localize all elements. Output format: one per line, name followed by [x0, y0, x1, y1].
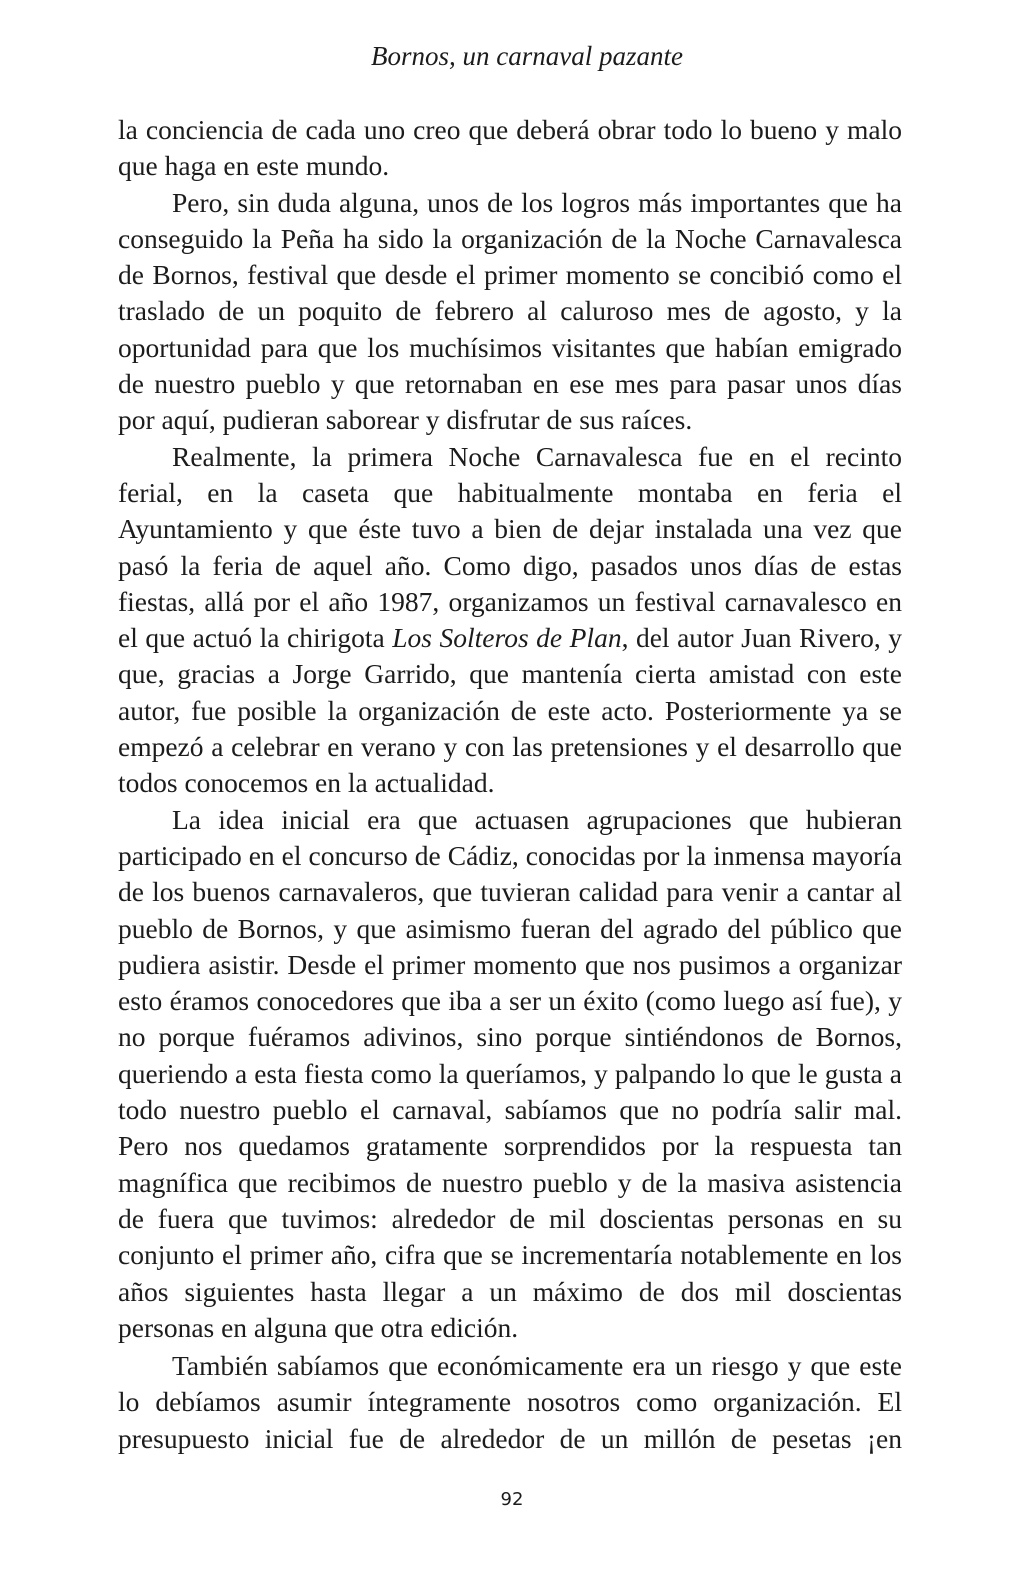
body-text: [118, 112, 902, 1457]
paragraph-3-after: , del autor Juan Rivero, y que, gracias a Jorge Garrido, que mantenía cierta amistad con este autor, fue posible la organización de este acto. Posteriormente ya se empezó a celebrar en verano y con las pretensiones y el desarrollo que todos conocemos en la actualidad.: [118, 622, 902, 799]
paragraph-2: Pero, sin duda alguna, unos de los logros más importantes que ha conseguido la Peña ha sido la organización de la Noche Carnavalesca de Bornos, festival que desde el primer momento se concibió como el traslado de un poquito de febrero al caluroso mes de agosto, y la oportunidad para que los muchísimos visitantes que habían emigrado de nuestro pueblo y que retornaban en ese mes para pasar unos días por aquí, pudieran saborear y disfrutar de sus raíces.: [118, 186, 902, 436]
paragraph-5: También sabíamos que económicamente era un riesgo y que este lo debíamos asumir íntegramente nosotros como organización. El presupuesto inicial fue de alrededor de un millón de pesetas ¡en: [118, 1350, 902, 1454]
paragraph-1: la conciencia de cada uno creo que deberá obrar todo lo bueno y malo que haga en este mundo.: [118, 114, 902, 182]
running-header: Bornos, un carnaval pazante: [371, 41, 683, 71]
page-number: 92: [500, 1489, 524, 1510]
paragraph-4: La idea inicial era que actuasen agrupaciones que hubieran participado en el concurso de Cádiz, conocidas por la inmensa mayoría de los buenos carnavaleros, que tuvieran calidad para venir a cantar al pueblo de Bornos, y que asimismo fueran del agrado del público que pudiera asistir. Desde el primer momento que nos pusimos a organizar esto éramos conocedores que iba a ser un éxito (como luego así fue), y no porque fuéramos adivinos, sino porque sintiéndonos de Bornos, queriendo a esta fiesta como la queríamos, y palpando lo que le gusta a todo nuestro pueblo el carnaval, sabíamos que no podría salir mal. Pero nos quedamos gratamente sorprendidos por la respuesta tan magnífica que recibimos de nuestro pueblo y de la masiva asistencia de fuera que tuvimos: alrededor de mil doscientas personas en su conjunto el primer año, cifra que se incrementaría notablemente en los años siguientes hasta llegar a un máximo de dos mil doscientas personas en alguna que otra edición.: [118, 803, 902, 1343]
paragraph-3: [118, 439, 902, 802]
chirigota-title: Los Solteros de Plan: [392, 622, 622, 654]
paragraph-3-before: Realmente, la primera Noche Carnavalesca fue en el recinto ferial, en la caseta que habitualmente montaba en feria el Ayuntamiento y que éste tuvo a bien de dejar instalada una vez que pasó la feria de aquel año. Como digo, pasados unos días de estas fiestas, allá por el año 1987, organizamos un festival carnavalesco en el que actuó la chirigota: [118, 440, 902, 654]
